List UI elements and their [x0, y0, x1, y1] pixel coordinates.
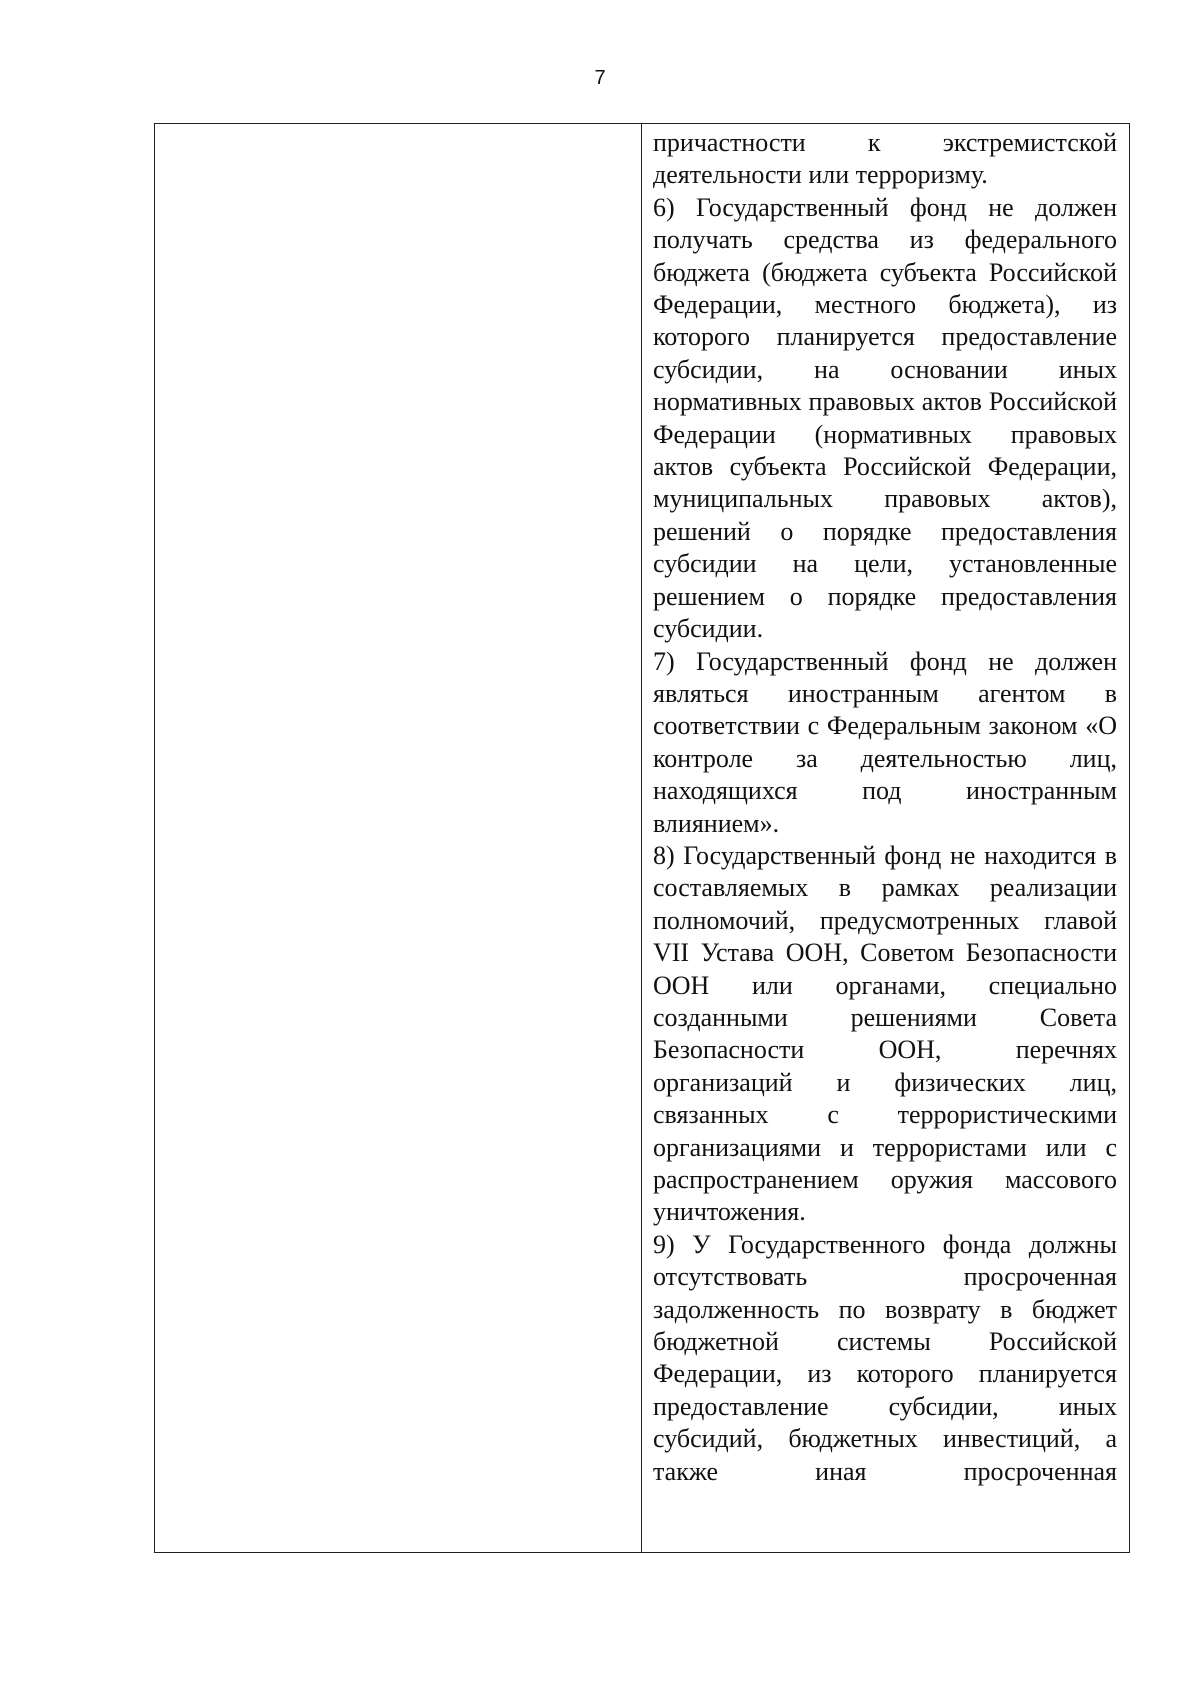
table-right-cell [642, 124, 1129, 1552]
table-left-cell [155, 124, 642, 1552]
paragraph-continuation: причастности к экстремистской деятельности или терроризму. [653, 128, 1117, 190]
paragraph-item-8: 8) Государственный фонд не находится в составляемых в рамках реализации полномочий, предусмотренных главой VII Устава ООН, Советом Безопасности ООН или органами, специально созданными решениями Совета Безопасности ООН, перечнях организаций и физических лиц, связанных с террористическими организациями и террористами или с распространением оружия массового уничтожения. [653, 840, 1117, 1227]
document-table [154, 123, 1130, 1553]
paragraph-item-7: 7) Государственный фонд не должен являться иностранным агентом в соответствии с Федеральным законом «О контроле за деятельностью лиц, находящихся под иностранным влиянием». [653, 646, 1117, 838]
paragraph-item-9: 9) У Государственного фонда должны отсутствовать просроченная задолженность по возврату в бюджет бюджетной системы Российской Федерации, из которого планируется предоставление субсидии, иных субсидий, бюджетных инвестиций, а также иная просроченная [653, 1229, 1117, 1486]
page-number: 7 [594, 67, 606, 89]
paragraph-item-6: 6) Государственный фонд не должен получать средства из федерального бюджета (бюджета субъекта Российской Федерации, местного бюджета), из которого планируется предоставление субсидии, на основании иных нормативных правовых актов Российской Федерации (нормативных правовых актов субъекта Российской Федерации, муниципальных правовых актов), решений о порядке предоставления субсидии на цели, установленные решением о порядке предоставления субсидии. [653, 192, 1117, 644]
